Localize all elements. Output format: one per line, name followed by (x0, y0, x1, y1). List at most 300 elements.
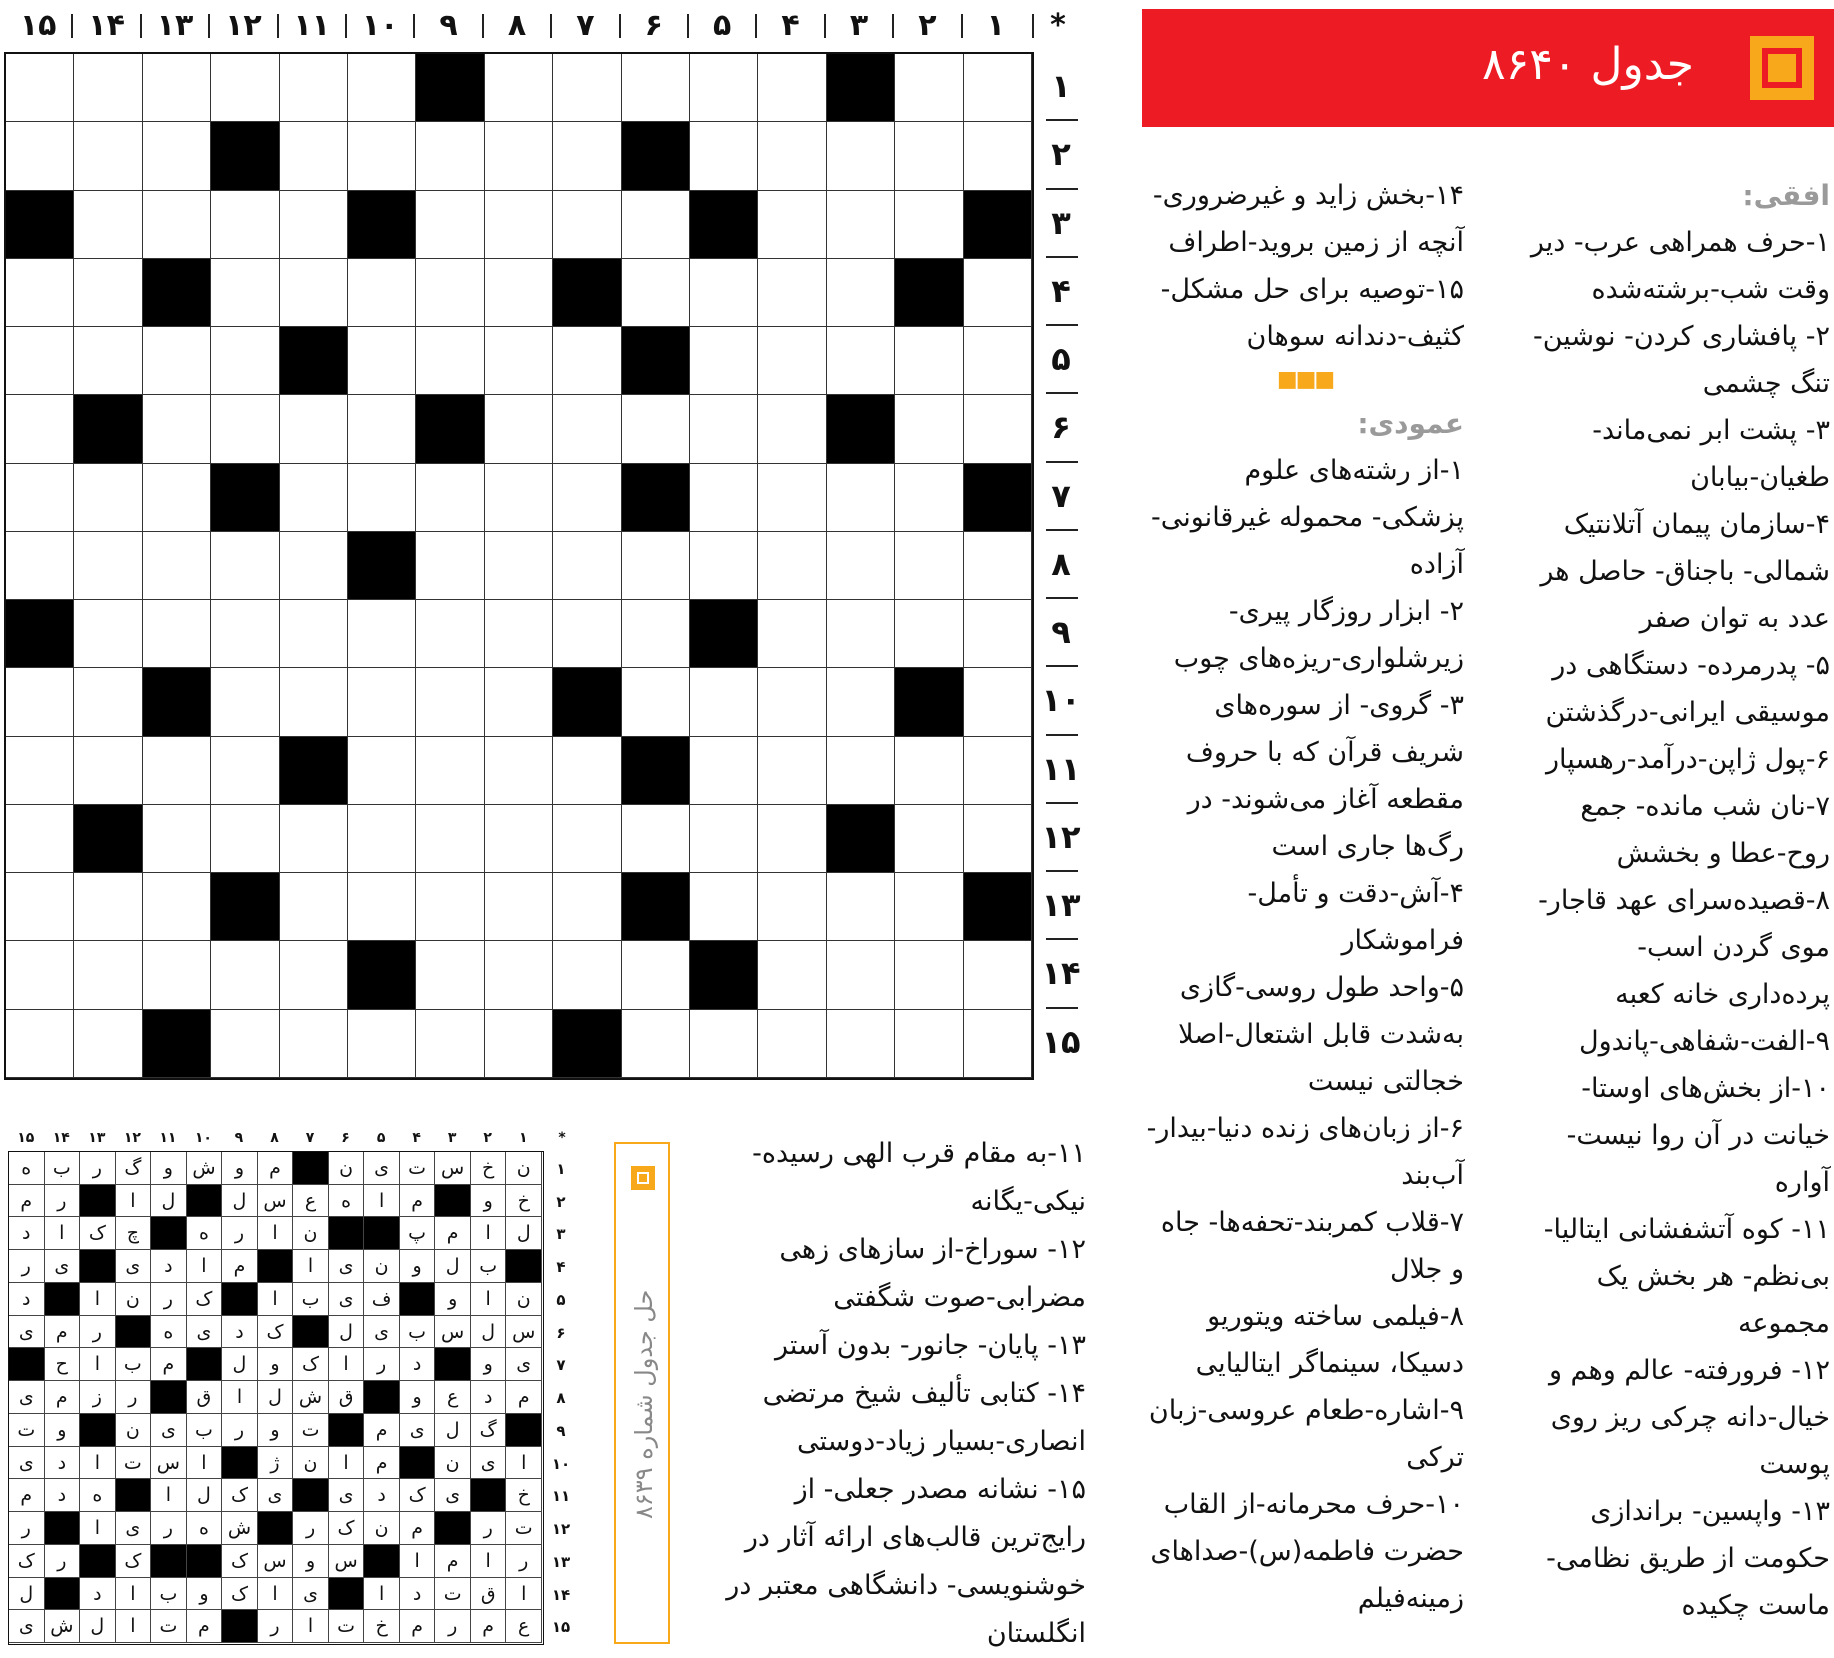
grid-cell[interactable] (758, 737, 826, 805)
solution-cell: م (400, 1185, 436, 1218)
grid-cell[interactable] (211, 737, 279, 805)
grid-cell[interactable] (211, 532, 279, 600)
solution-cell: م (435, 1217, 471, 1250)
clue-item: ۲- پافشاری کردن- نوشین- تنگ چشمی (1532, 321, 1830, 399)
grid-cell[interactable] (758, 805, 826, 873)
grid-cell[interactable] (622, 941, 690, 1009)
grid-cell[interactable] (211, 941, 279, 1009)
grid-cell[interactable] (622, 532, 690, 600)
grid-cell[interactable] (280, 668, 348, 736)
solution-cell: ر (80, 1152, 116, 1185)
grid-cell[interactable] (143, 122, 211, 190)
grid-cell[interactable] (280, 873, 348, 941)
grid-cell[interactable] (964, 532, 1032, 600)
grid-cell[interactable] (280, 464, 348, 532)
solution-cell: د (80, 1578, 116, 1611)
grid-cell[interactable] (895, 600, 963, 668)
grid-cell[interactable] (348, 600, 416, 668)
grid-cell[interactable] (690, 395, 758, 463)
grid-black-cell (143, 668, 211, 736)
grid-black-cell (348, 532, 416, 600)
grid-black-cell (690, 941, 758, 1009)
solution-cell: س (506, 1316, 542, 1349)
grid-cell[interactable] (758, 464, 826, 532)
solution-black-cell (364, 1545, 400, 1578)
grid-cell[interactable] (553, 122, 621, 190)
solution-cell: ی (293, 1578, 329, 1611)
row-number: ۳ (1051, 203, 1071, 242)
grid-cell[interactable] (553, 873, 621, 941)
solution-cell: ر (9, 1250, 45, 1283)
grid-cell[interactable] (416, 532, 484, 600)
grid-black-cell (6, 600, 74, 668)
solution-cell: ع (435, 1381, 471, 1414)
solution-cell: ا (222, 1381, 258, 1414)
solution-cell: ا (80, 1283, 116, 1316)
grid-cell[interactable] (348, 873, 416, 941)
grid-cell[interactable] (553, 327, 621, 395)
column-number: ۳ (849, 8, 869, 43)
grid-cell[interactable] (690, 122, 758, 190)
solution-cell: ی (400, 1414, 436, 1447)
row-number: ۱۴ (1041, 954, 1081, 993)
clue-item: ۱۴- کتابی تألیف شیخ مرتضی انصاری-بسیار زیاد-دوستی (762, 1378, 1086, 1457)
solution-cell: ل (80, 1610, 116, 1643)
grid-cell[interactable] (74, 668, 142, 736)
grid-cell[interactable] (74, 1010, 142, 1078)
grid-cell[interactable] (211, 395, 279, 463)
solution-cell: خ (506, 1185, 542, 1218)
grid-cell[interactable] (211, 600, 279, 668)
grid-cell[interactable] (964, 54, 1032, 122)
grid-cell[interactable] (280, 191, 348, 259)
grid-cell[interactable] (280, 805, 348, 873)
grid-cell[interactable] (74, 327, 142, 395)
grid-cell[interactable] (74, 532, 142, 600)
grid-cell[interactable] (485, 191, 553, 259)
grid-cell[interactable] (6, 805, 74, 873)
grid-cell[interactable] (622, 805, 690, 873)
grid-cell[interactable] (348, 668, 416, 736)
solution-cell: ی (116, 1512, 152, 1545)
grid-cell[interactable] (895, 122, 963, 190)
grid-cell[interactable] (6, 668, 74, 736)
grid-cell[interactable] (758, 191, 826, 259)
solution-black-cell (151, 1381, 187, 1414)
grid-cell[interactable] (553, 532, 621, 600)
solution-cell: ت (435, 1578, 471, 1611)
grid-cell[interactable] (485, 737, 553, 805)
grid-cell[interactable] (280, 122, 348, 190)
solution-black-cell (45, 1283, 81, 1316)
grid-cell[interactable] (416, 600, 484, 668)
column-number: ۹ (439, 8, 458, 43)
grid-cell[interactable] (143, 464, 211, 532)
grid-cell[interactable] (6, 54, 74, 122)
solution-cell: ا (471, 1283, 507, 1316)
grid-cell[interactable] (690, 464, 758, 532)
solution-cell: ا (151, 1479, 187, 1512)
grid-cell[interactable] (964, 259, 1032, 327)
grid-cell[interactable] (74, 191, 142, 259)
grid-cell[interactable] (553, 600, 621, 668)
grid-cell[interactable] (348, 122, 416, 190)
grid-cell[interactable] (74, 122, 142, 190)
solution-cell: ت (329, 1610, 365, 1643)
grid-cell[interactable] (622, 259, 690, 327)
grid-cell[interactable] (622, 395, 690, 463)
grid-black-cell (690, 600, 758, 668)
solution-cell: ر (364, 1348, 400, 1381)
solution-black-cell (116, 1479, 152, 1512)
grid-cell[interactable] (416, 327, 484, 395)
solution-cell: ب (471, 1250, 507, 1283)
grid-cell[interactable] (74, 737, 142, 805)
grid-cell[interactable] (74, 54, 142, 122)
grid-cell[interactable] (758, 395, 826, 463)
grid-cell[interactable] (280, 1010, 348, 1078)
grid-cell[interactable] (485, 873, 553, 941)
grid-cell[interactable] (895, 327, 963, 395)
grid-cell[interactable] (143, 941, 211, 1009)
grid-black-cell (827, 805, 895, 873)
grid-cell[interactable] (895, 873, 963, 941)
grid-black-cell (280, 327, 348, 395)
grid-cell[interactable] (6, 395, 74, 463)
solution-black-cell (364, 1217, 400, 1250)
crossword-grid (4, 52, 1034, 1080)
grid-cell[interactable] (690, 532, 758, 600)
grid-cell[interactable] (895, 737, 963, 805)
grid-cell[interactable] (827, 532, 895, 600)
grid-cell[interactable] (553, 737, 621, 805)
grid-cell[interactable] (485, 1010, 553, 1078)
grid-cell[interactable] (143, 191, 211, 259)
grid-cell[interactable] (964, 737, 1032, 805)
grid-cell[interactable] (348, 54, 416, 122)
solution-cell: س (435, 1152, 471, 1185)
solution-cell: ل (506, 1217, 542, 1250)
solution-cell: ی (364, 1316, 400, 1349)
grid-cell[interactable] (143, 737, 211, 805)
grid-cell[interactable] (6, 532, 74, 600)
grid-cell[interactable] (6, 259, 74, 327)
grid-cell[interactable] (6, 122, 74, 190)
grid-cell[interactable] (348, 395, 416, 463)
grid-cell[interactable] (280, 941, 348, 1009)
grid-cell[interactable] (827, 600, 895, 668)
solution-black-cell (293, 1316, 329, 1349)
grid-black-cell (553, 259, 621, 327)
grid-cell[interactable] (758, 873, 826, 941)
grid-cell[interactable] (143, 873, 211, 941)
grid-cell[interactable] (827, 941, 895, 1009)
grid-cell[interactable] (758, 532, 826, 600)
grid-cell[interactable] (416, 122, 484, 190)
row-number: ۱۳ (1041, 886, 1081, 925)
grid-cell[interactable] (211, 54, 279, 122)
grid-cell[interactable] (827, 259, 895, 327)
solution-cell: گ (116, 1152, 152, 1185)
clue-item: ۵-واحد طول روسی-گازی به‌شدت قابل اشتعال-اصلا خجالتی نیست (1178, 972, 1464, 1097)
grid-cell[interactable] (348, 259, 416, 327)
solution-black-cell (400, 1447, 436, 1480)
grid-cell[interactable] (827, 122, 895, 190)
grid-cell[interactable] (964, 668, 1032, 736)
grid-cell[interactable] (827, 1010, 895, 1078)
solution-column-number: ۷ (305, 1130, 315, 1146)
grid-cell[interactable] (143, 54, 211, 122)
grid-cell[interactable] (6, 873, 74, 941)
solution-grid (8, 1151, 544, 1645)
grid-cell[interactable] (553, 395, 621, 463)
solution-row-numbers (546, 1153, 576, 1637)
solution-cell: ح (45, 1348, 81, 1381)
grid-cell[interactable] (143, 327, 211, 395)
column-number: ۲ (918, 8, 937, 43)
grid-cell[interactable] (964, 395, 1032, 463)
grid-cell[interactable] (553, 941, 621, 1009)
grid-cell[interactable] (348, 737, 416, 805)
grid-cell[interactable] (416, 805, 484, 873)
grid-cell[interactable] (827, 668, 895, 736)
grid-cell[interactable] (143, 805, 211, 873)
puzzle-header (1142, 9, 1834, 127)
grid-cell[interactable] (416, 941, 484, 1009)
grid-cell[interactable] (416, 191, 484, 259)
clue-item: ۳- پشت ابر نمی‌ماند- طغیان-بیابان (1592, 415, 1830, 493)
grid-cell[interactable] (964, 941, 1032, 1009)
solution-cell: ک (293, 1348, 329, 1381)
grid-cell[interactable] (622, 54, 690, 122)
grid-cell[interactable] (895, 941, 963, 1009)
horizontal-clue-continued-list (1146, 172, 1464, 360)
solution-cell: ا (45, 1217, 81, 1250)
grid-cell[interactable] (758, 941, 826, 1009)
solution-cell: د (45, 1479, 81, 1512)
grid-cell[interactable] (211, 805, 279, 873)
grid-cell[interactable] (553, 805, 621, 873)
grid-cell[interactable] (895, 464, 963, 532)
grid-cell[interactable] (74, 259, 142, 327)
grid-cell[interactable] (211, 191, 279, 259)
grid-cell[interactable] (143, 532, 211, 600)
grid-cell[interactable] (280, 259, 348, 327)
grid-cell[interactable] (485, 941, 553, 1009)
clue-item: ۱۳- پایان- جانور- بدون آستر (774, 1330, 1086, 1361)
grid-black-cell (348, 941, 416, 1009)
grid-cell[interactable] (964, 122, 1032, 190)
grid-cell[interactable] (6, 1010, 74, 1078)
grid-cell[interactable] (485, 464, 553, 532)
grid-cell[interactable] (553, 54, 621, 122)
grid-cell[interactable] (827, 464, 895, 532)
grid-cell[interactable] (964, 327, 1032, 395)
clue-item: ۱۲- فرورفته- عالم وهم و خیال-دانه چرکی ریز روی پوست (1548, 1355, 1830, 1480)
grid-cell[interactable] (6, 327, 74, 395)
grid-cell[interactable] (758, 327, 826, 395)
grid-black-cell (6, 191, 74, 259)
grid-cell[interactable] (485, 395, 553, 463)
brand-logo-icon (1750, 36, 1814, 100)
grid-cell[interactable] (553, 464, 621, 532)
grid-cell[interactable] (690, 327, 758, 395)
solution-cell: خ (506, 1479, 542, 1512)
grid-cell[interactable] (895, 191, 963, 259)
grid-cell[interactable] (485, 532, 553, 600)
grid-cell[interactable] (348, 464, 416, 532)
row-number: ۵ (1051, 340, 1071, 379)
solution-column-number: ۱۲ (123, 1130, 141, 1146)
grid-cell[interactable] (758, 259, 826, 327)
grid-cell[interactable] (143, 395, 211, 463)
column-number: ۱ (986, 8, 1005, 43)
solution-cell: ک (222, 1545, 258, 1578)
grid-cell[interactable] (485, 327, 553, 395)
solution-row-number: ۱۳ (551, 1552, 571, 1571)
grid-cell[interactable] (758, 122, 826, 190)
grid-cell[interactable] (622, 1010, 690, 1078)
grid-cell[interactable] (348, 327, 416, 395)
grid-cell[interactable] (758, 668, 826, 736)
grid-black-cell (895, 668, 963, 736)
grid-cell[interactable] (758, 54, 826, 122)
clue-item: ۵- پدرمرده- دستگاهی در موسیقی ایرانی-درگذشتن (1545, 650, 1830, 728)
grid-cell[interactable] (485, 54, 553, 122)
solution-cell: و (471, 1185, 507, 1218)
grid-cell[interactable] (485, 668, 553, 736)
grid-cell[interactable] (280, 54, 348, 122)
grid-cell[interactable] (416, 737, 484, 805)
solution-cell: م (258, 1152, 294, 1185)
solution-cell: ر (45, 1545, 81, 1578)
grid-cell[interactable] (74, 941, 142, 1009)
grid-cell[interactable] (690, 259, 758, 327)
solution-black-cell (80, 1545, 116, 1578)
grid-cell[interactable] (211, 259, 279, 327)
solution-cell: ا (329, 1348, 365, 1381)
grid-cell[interactable] (895, 1010, 963, 1078)
grid-cell[interactable] (964, 805, 1032, 873)
grid-cell[interactable] (690, 737, 758, 805)
solution-cell: ا (506, 1578, 542, 1611)
solution-cell: ن (116, 1414, 152, 1447)
grid-cell[interactable] (485, 600, 553, 668)
grid-cell[interactable] (74, 600, 142, 668)
grid-cell[interactable] (485, 259, 553, 327)
solution-cell: ا (116, 1185, 152, 1218)
grid-black-cell (622, 327, 690, 395)
grid-cell[interactable] (416, 259, 484, 327)
grid-cell[interactable] (416, 873, 484, 941)
grid-cell[interactable] (895, 54, 963, 122)
solution-black-cell (187, 1545, 223, 1578)
solution-column-number: ۸ (270, 1130, 279, 1146)
solution-cell: ر (435, 1610, 471, 1643)
solution-cell: ن (506, 1283, 542, 1316)
grid-cell[interactable] (416, 1010, 484, 1078)
grid-cell[interactable] (74, 464, 142, 532)
solution-black-cell (116, 1316, 152, 1349)
row-number: ۱۲ (1041, 817, 1081, 856)
grid-cell[interactable] (211, 327, 279, 395)
solution-row-number: ۸ (556, 1389, 566, 1408)
grid-cell[interactable] (827, 327, 895, 395)
solution-cell: ی (9, 1316, 45, 1349)
clue-item: ۱-از رشته‌های علوم پزشکی- محموله غیرقانونی-آزاده (1150, 455, 1464, 580)
grid-cell[interactable] (622, 668, 690, 736)
solution-cell: ل (435, 1414, 471, 1447)
grid-cell[interactable] (690, 54, 758, 122)
solution-cell: و (151, 1152, 187, 1185)
grid-cell[interactable] (553, 191, 621, 259)
solution-cell: ب (116, 1348, 152, 1381)
grid-cell[interactable] (416, 668, 484, 736)
column-number: ۸ (507, 8, 527, 43)
grid-cell[interactable] (6, 737, 74, 805)
grid-cell[interactable] (143, 600, 211, 668)
solution-logo-icon (631, 1166, 655, 1190)
grid-cell[interactable] (622, 191, 690, 259)
grid-cell[interactable] (211, 1010, 279, 1078)
grid-cell[interactable] (895, 805, 963, 873)
grid-cell[interactable] (416, 464, 484, 532)
grid-cell[interactable] (622, 600, 690, 668)
grid-cell[interactable] (74, 873, 142, 941)
grid-cell[interactable] (348, 1010, 416, 1078)
solution-black-cell (80, 1185, 116, 1218)
grid-cell[interactable] (964, 600, 1032, 668)
grid-cell[interactable] (690, 668, 758, 736)
column-number: ۱۴ (88, 8, 125, 43)
solution-cell: ک (80, 1217, 116, 1250)
solution-black-cell (80, 1414, 116, 1447)
clue-item: ۱۱-به مقام قرب الهی رسیده- نیکی-یگانه (752, 1138, 1086, 1217)
grid-cell[interactable] (280, 532, 348, 600)
solution-cell: ش (187, 1152, 223, 1185)
grid-cell[interactable] (280, 600, 348, 668)
solution-cell: و (293, 1545, 329, 1578)
solution-cell: ب (187, 1414, 223, 1447)
grid-cell[interactable] (690, 873, 758, 941)
grid-cell[interactable] (485, 805, 553, 873)
grid-cell[interactable] (964, 1010, 1032, 1078)
grid-cell[interactable] (280, 395, 348, 463)
solution-cell: م (45, 1381, 81, 1414)
grid-cell[interactable] (827, 873, 895, 941)
grid-cell[interactable] (6, 464, 74, 532)
grid-cell[interactable] (758, 600, 826, 668)
grid-cell[interactable] (485, 122, 553, 190)
grid-cell[interactable] (690, 805, 758, 873)
grid-cell[interactable] (211, 668, 279, 736)
grid-black-cell (211, 122, 279, 190)
grid-cell[interactable] (827, 191, 895, 259)
solution-column-number: ۵ (376, 1130, 386, 1146)
grid-cell[interactable] (895, 395, 963, 463)
grid-cell[interactable] (758, 1010, 826, 1078)
clue-item: ۱۳- واپسین- براندازی حکومت از طریق نظامی- ماست چکیده (1546, 1496, 1830, 1621)
solution-row-number: ۷ (556, 1356, 566, 1375)
solution-cell: د (471, 1381, 507, 1414)
solution-cell: ن (506, 1152, 542, 1185)
clue-item: ۸-قصیده‌سرای عهد قاجار- موی گردن اسب- پرده‌داری خانه کعبه (1538, 885, 1830, 1010)
grid-cell[interactable] (895, 532, 963, 600)
grid-cell[interactable] (827, 737, 895, 805)
grid-cell[interactable] (348, 805, 416, 873)
grid-cell[interactable] (6, 941, 74, 1009)
grid-cell[interactable] (690, 1010, 758, 1078)
